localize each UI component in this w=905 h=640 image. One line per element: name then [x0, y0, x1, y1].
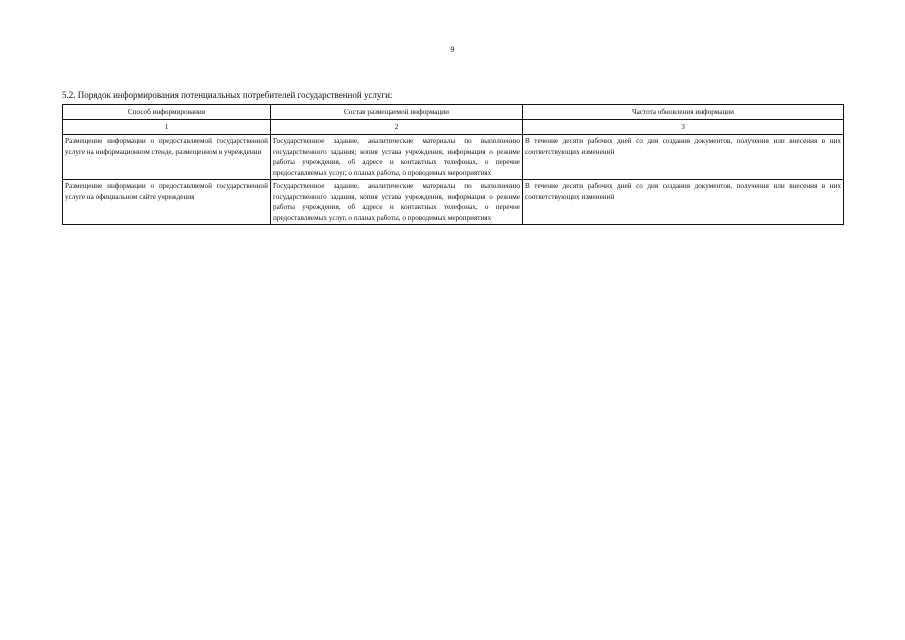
column-header-content: Состав размещаемой информации: [271, 105, 523, 120]
column-number: 3: [523, 120, 844, 135]
column-header-method: Способ информирования: [63, 105, 271, 120]
method-cell: Размещение информации о предоставляемой государственной услуге на официальном сайте учреждения: [63, 180, 271, 225]
frequency-cell: В течение десяти рабочих дней со дня создания документов, получения или внесения в них соответствующих изменений: [523, 135, 844, 180]
column-number: 2: [271, 120, 523, 135]
table-row: [63, 135, 844, 180]
content-cell: Государственное задание, аналитические материалы по выполнению государственного задания; копия устава учреждения, информация о режиме работы учреждения, об адресе и контактных телефонах, о перечне предоставляемых услуг, о планах работы, о проводимых мероприятиях: [271, 135, 523, 180]
column-number: 1: [63, 120, 271, 135]
frequency-cell: В течение десяти рабочих дней со дня создания документов, получения или внесения в них соответствующих изменений: [523, 180, 844, 225]
column-header-frequency: Частота обновления информации: [523, 105, 844, 120]
information-table: [62, 104, 844, 225]
method-cell: Размещение информации о предоставляемой государственной услуге на информационном стенде, размещенном в учреждении: [63, 135, 271, 180]
content-cell: Государственное задание, аналитические материалы по выполнению государственного задания, копия устава учреждения, информация о режиме работы учреждения, об адресе и контактных телефонах, о перечне предоставляемых услуг, о планах работы, о проводимых мероприятиях: [271, 180, 523, 225]
page-number: 9: [450, 45, 455, 54]
table-row: [63, 180, 844, 225]
column-number-row: [63, 120, 844, 135]
section-title: 5.2. Порядок информирования потенциальных потребителей государственной услуги:: [62, 90, 393, 100]
table-header-row: [63, 105, 844, 120]
